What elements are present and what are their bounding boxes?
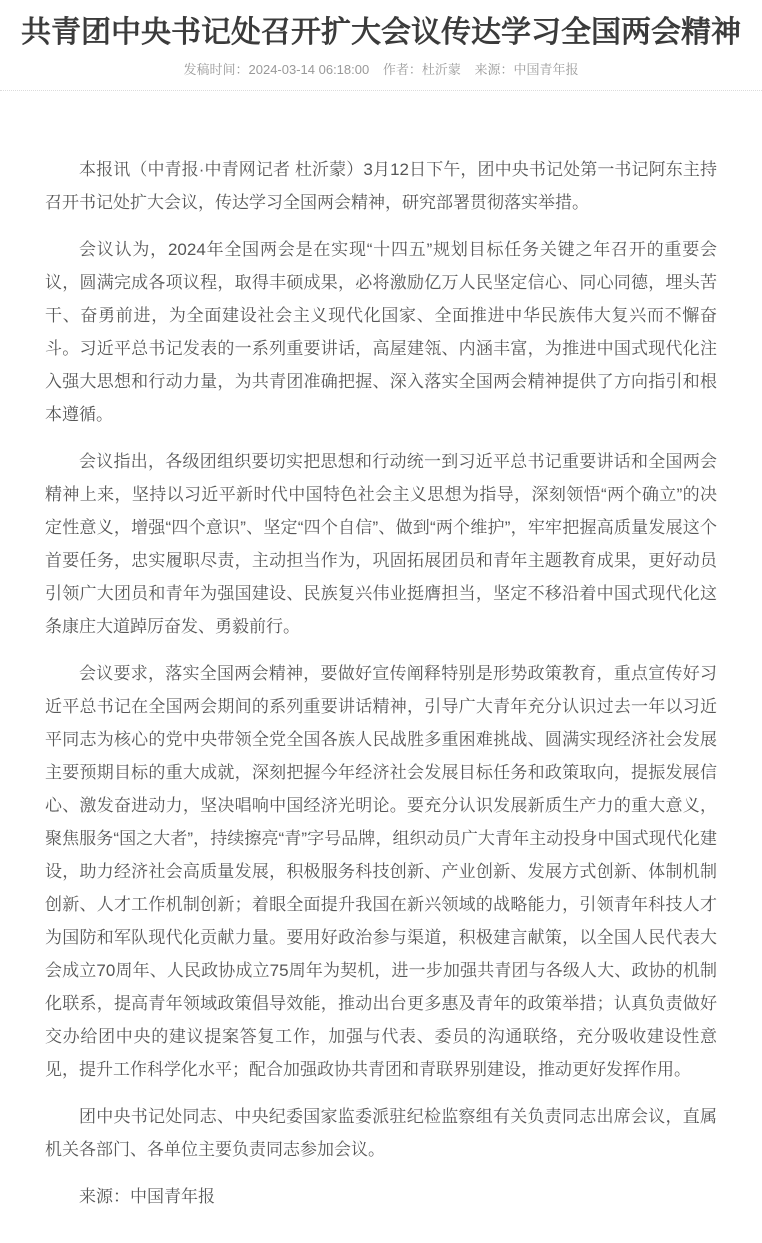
article-paragraph: 会议指出，各级团组织要切实把思想和行动统一到习近平总书记重要讲话和全国两会精神上来，坚持以习近平新时代中国特色社会主义思想为指导，深刻领悟“两个确立”的决定性意义，增强“四个意识”、坚定“四个自信”、做到“两个维护”，牢牢把握高质量发展这个首要任务，忠实履职尽责，主动担当作为，巩固拓展团员和青年主题教育成果，更好动员引领广大团员和青年为强国建设、民族复兴伟业挺膺担当，坚定不移沿着中国式现代化这条康庄大道踔厉奋发、勇毅前行。 [45, 452, 717, 636]
source: 来源：中国青年报 [474, 62, 579, 77]
article-body [0, 91, 762, 1166]
article-footer [0, 1180, 762, 1213]
author: 作者：杜沂蒙 [382, 62, 461, 77]
article-paragraph: 会议认为，2024年全国两会是在实现“十四五”规划目标任务关键之年召开的重要会议，圆满完成各项议程，取得丰硕成果，必将激励亿万人民坚定信心、同心同德，埋头苦干、奋勇前进，为全面建设社会主义现代化国家、全面推进中华民族伟大复兴而不懈奋斗。习近平总书记发表的一系列重要讲话，高屋建瓴、内涵丰富，为推进中国式现代化注入强大思想和行动力量，为共青团准确把握、深入落实全国两会精神提供了方向指引和根本遵循。 [45, 240, 717, 424]
article-paragraph: 团中央书记处同志、中央纪委国家监委派驻纪检监察组有关负责同志出席会议，直属机关各部门、各单位主要负责同志参加会议。 [45, 1107, 717, 1159]
publish-time: 发稿时间：2024-03-14 06:18:00 [183, 62, 370, 77]
article-meta [0, 60, 762, 80]
article-paragraph: 本报讯（中青报·中青网记者 杜沂蒙）3月12日下午，团中央书记处第一书记阿东主持召开书记处扩大会议，传达学习全国两会精神，研究部署贯彻落实举措。 [45, 160, 717, 212]
page-title: 共青团中央书记处召开扩大会议传达学习全国两会精神 [21, 16, 741, 49]
source-footer: 来源：中国青年报 [79, 1187, 215, 1206]
article-header [0, 0, 762, 91]
article-paragraph: 会议要求，落实全国两会精神，要做好宣传阐释特别是形势政策教育，重点宣传好习近平总书记在全国两会期间的系列重要讲话精神，引导广大青年充分认识过去一年以习近平同志为核心的党中央带领全党全国各族人民战胜多重困难挑战、圆满实现经济社会发展主要预期目标的重大成就，深刻把握今年经济社会发展目标任务和政策取向，提振发展信心、激发奋进动力，坚决唱响中国经济光明论。要充分认识发展新质生产力的重大意义，聚焦服务“国之大者”，持续擦亮“青”字号品牌，组织动员广大青年主动投身中国式现代化建设，助力经济社会高质量发展，积极服务科技创新、产业创新、发展方式创新、体制机制创新、人才工作机制创新；着眼全面提升我国在新兴领域的战略能力，引领青年科技人才为国防和军队现代化贡献力量。要用好政治参与渠道，积极建言献策，以全国人民代表大会成立70周年、人民政协成立75周年为契机，进一步加强共青团与各级人大、政协的机制化联系，提高青年领域政策倡导效能，推动出台更多惠及青年的政策举措；认真负责做好交办给团中央的建议提案答复工作，加强与代表、委员的沟通联络，充分吸收建设性意见，提升工作科学化水平；配合加强政协共青团和青联界别建设，推动更好发挥作用。 [45, 664, 717, 1079]
